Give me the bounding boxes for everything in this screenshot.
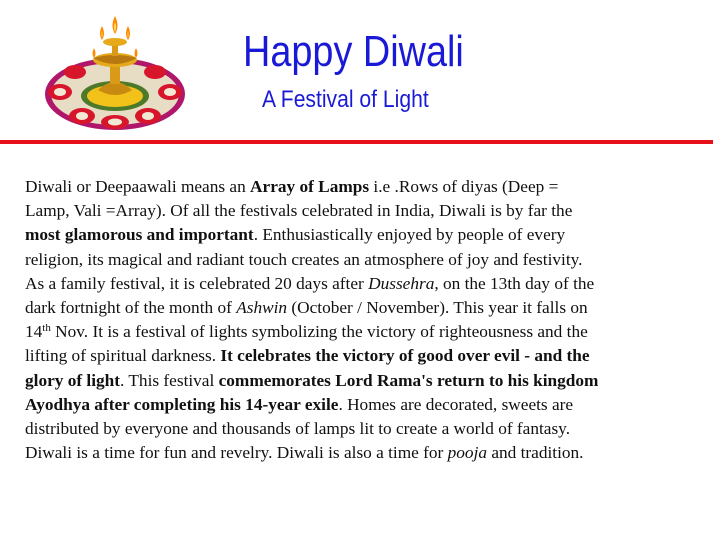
text-line: dark fortnight of the month of Ashwin (October / November). This year it falls on (25, 298, 588, 318)
text-line: Lamp, Vali =Array). Of all the festivals celebrated in India, Diwali is by far the (25, 201, 573, 221)
text-line: Ayodhya after completing his 14-year exile. Homes are decorated, sweets are (25, 394, 574, 414)
text-line: As a family festival, it is celebrated 20 days after Dussehra, on the 13th day of the (25, 273, 595, 293)
text-line: distributed by everyone and thousands of lamps lit to create a world of fantasy. (25, 419, 571, 439)
text-line: religion, its magical and radiant touch creates an atmosphere of joy and festivity. (25, 249, 583, 269)
text-line: glory of light. This festival commemorates Lord Rama's return to his kingdom (25, 370, 599, 390)
page-subtitle: A Festival of Light (262, 86, 429, 113)
text-line: lifting of spiritual darkness. It celebrates the victory of good over evil - and the (25, 346, 590, 366)
divider (0, 140, 713, 144)
diya-lamp-rangoli-icon (40, 12, 190, 132)
body-paragraph (25, 175, 705, 465)
text-line: Diwali or Deepaawali means an Array of Lamps i.e .Rows of diyas (Deep = (25, 177, 559, 196)
page-title: Happy Diwali (243, 27, 464, 76)
text-line: most glamorous and important. Enthusiastically enjoyed by people of every (25, 225, 566, 245)
text-line: Diwali is a time for fun and revelry. Diwali is also a time for pooja and tradition. (25, 443, 584, 463)
text-line: 14th Nov. It is a festival of lights symbolizing the victory of righteousness and the (25, 322, 588, 342)
